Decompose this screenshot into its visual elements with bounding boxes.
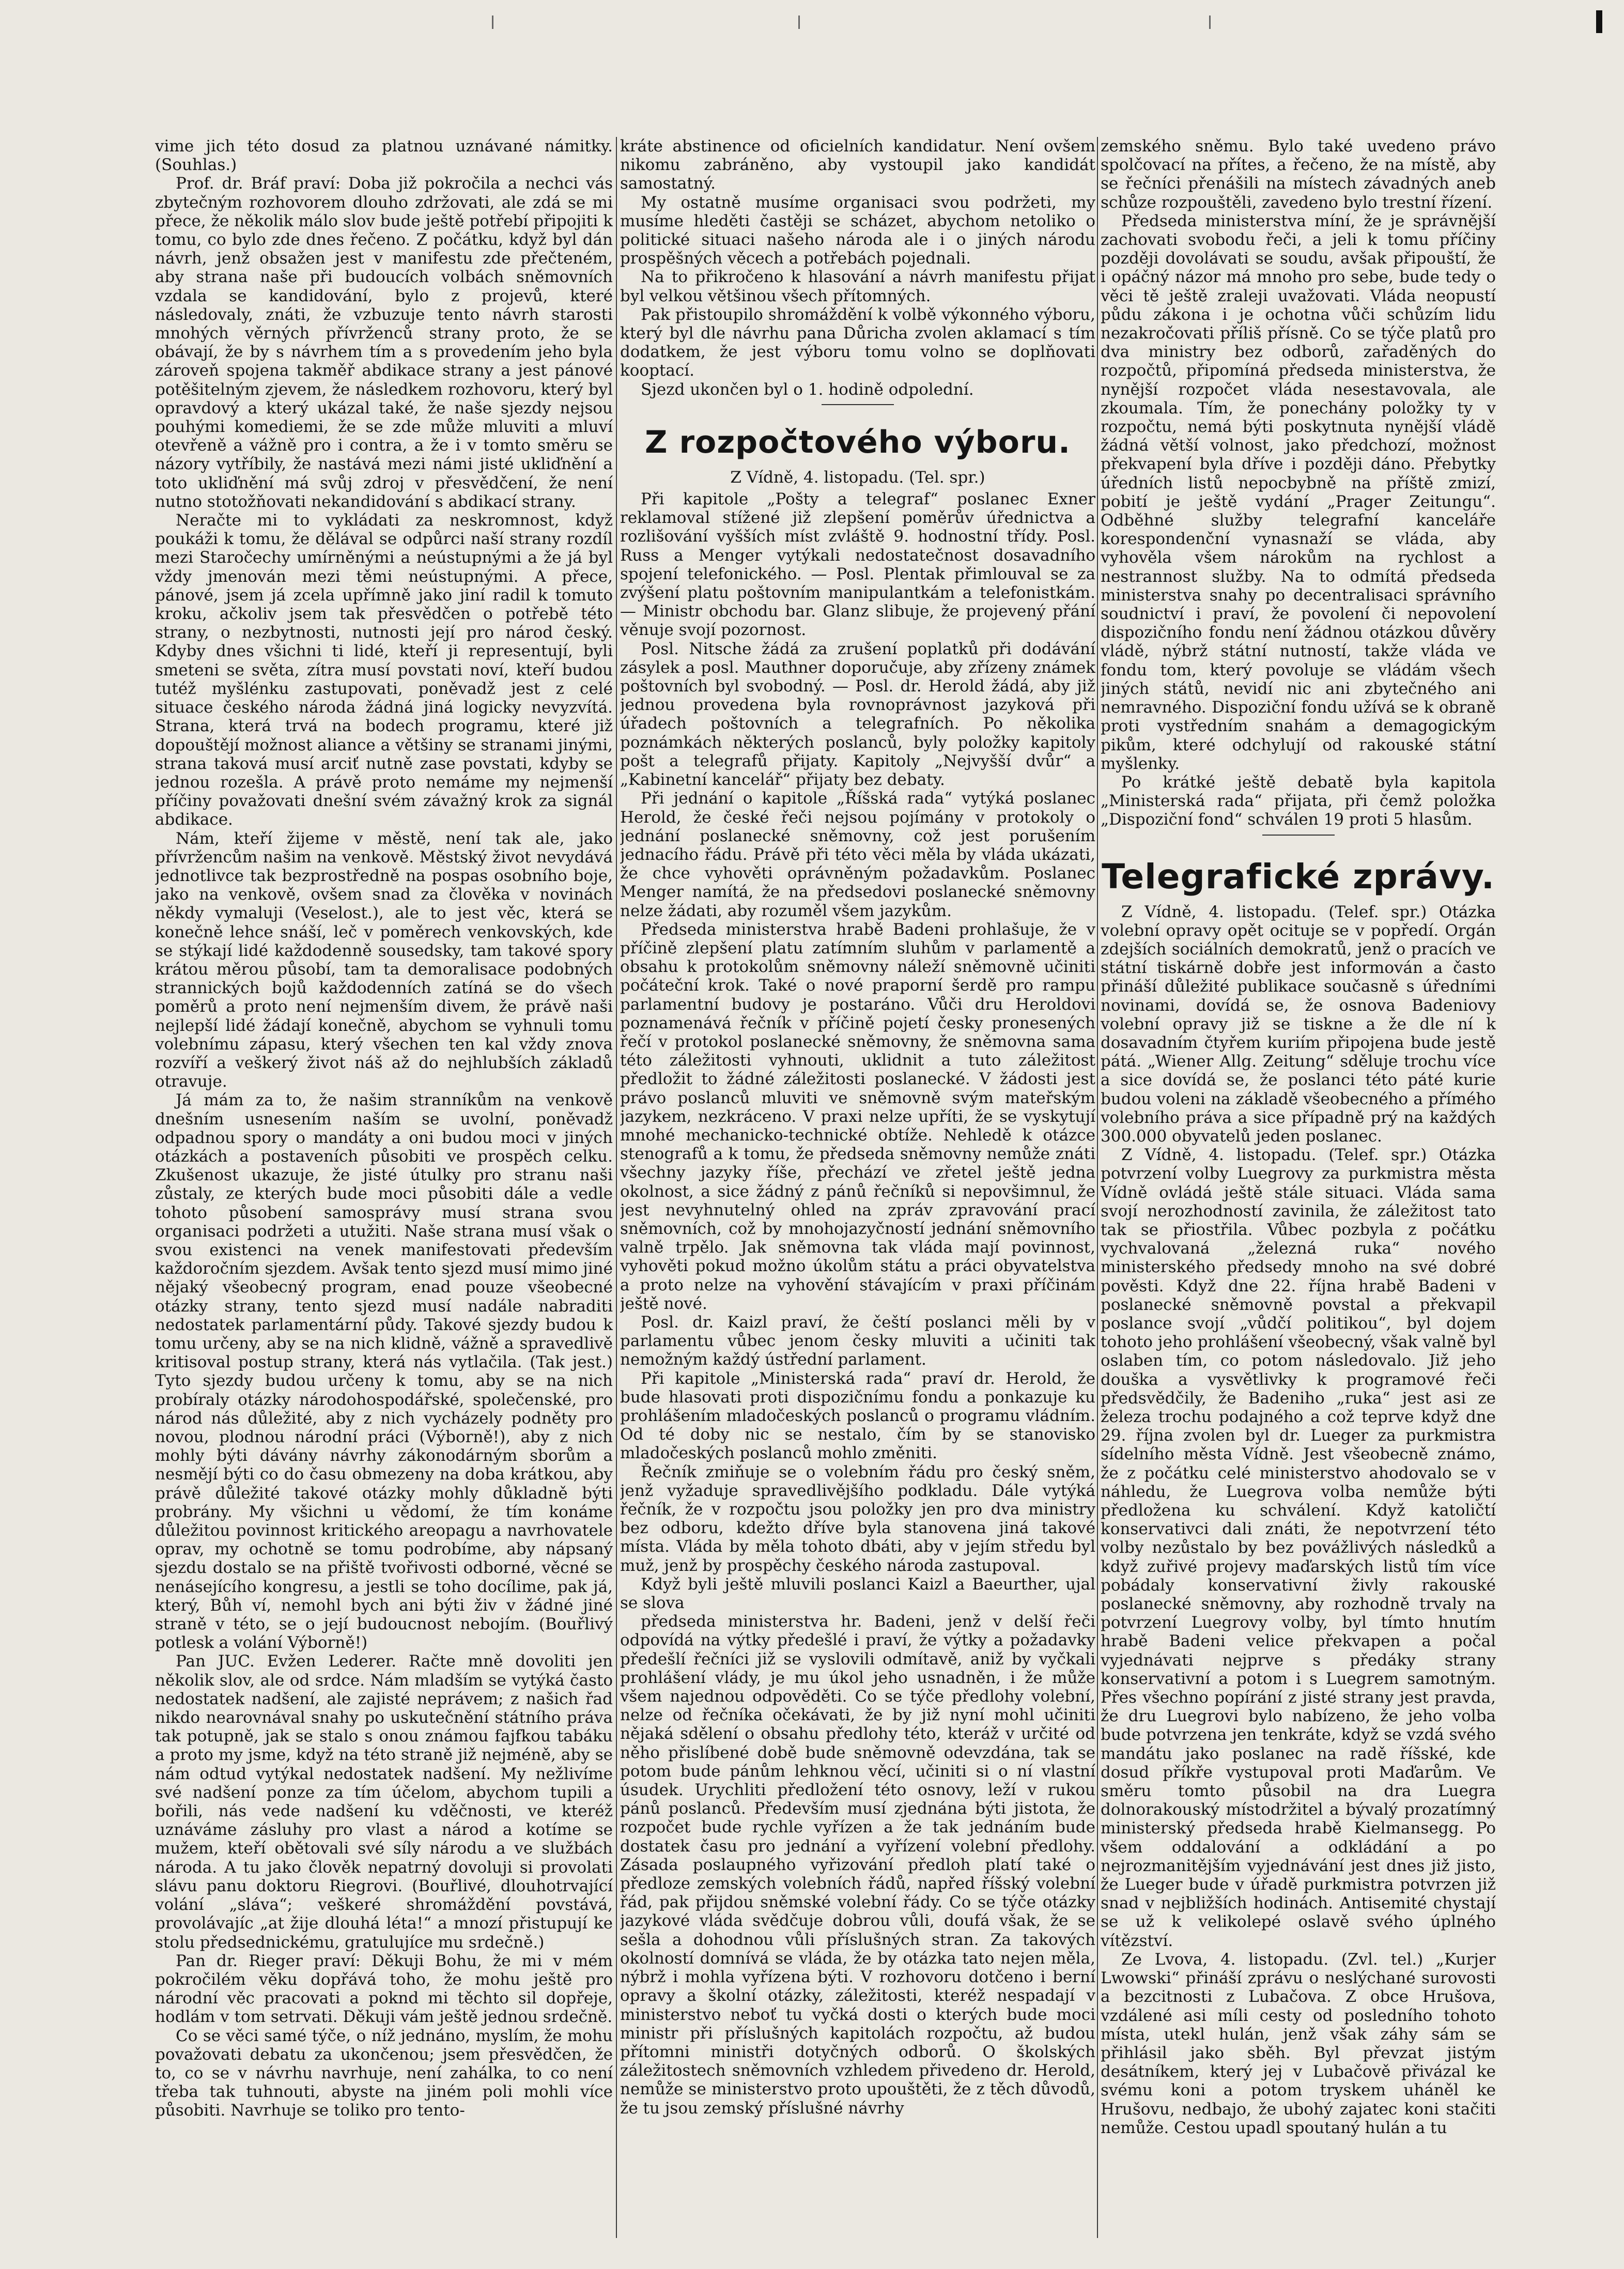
paragraph: Já mám za to, že našim stranníkům na venkově dnešním usnesením naším se uvolní, poněvadž odpadnou spory o mandáty a oni budou moci v jiných otázkách a postaveních působiti ve prospěch celku. Zkušenost ukazuje, že jisté útulky pro stranu naši zůstaly, ze kterých bude moci působiti dále a vedle tohoto působení samosprávy musí strana svou organisaci podržeti a utužiti. Naše strana musí však o svou existenci na venek manifestovati především každoročním sjezdem. Avšak tento sjezd musí mimo jiné nějaký všeobecný program, enad pouze všeobecné otázky strany, tento sjezd musí nadále nabraditi nedostatek parlamentární půdy. Takové sjezdy budou k tomu určeny, aby se na nich klidně, vážně a spravedlivě kritisoval postup strany, která nás vytlačila. (Tak jest.) Tyto sjezdy budou určeny k tomu, aby se na nich probíraly otázky národohospodářské, společenské, pro národ nás důležité, aby z nich vycházely podněty pro novou, plodnou národní práci (Výborně!), aby z nich mohly býti dávány návrhy zákonodárným sborům a nesmějí býti co do času obmezeny na doba krátkou, aby právě důležité takové otázky mohly důkladně býti probrány. My všichni u vědomí, že tím konáme důležitou povinnost kritického areopagu a navrhovatele oprav, my ochotně se tomu podrobíme, aby nápsaný sjezdu dostalo se na přiště tvořivosti odborné, věcné se nenásejícího kongresu, a jestli se toho docílime, pak já, který, Bůh ví, nemohl bych ani býti živ v žádné jiné straně v této, se o její budoucnost nebojím. (Bouřlivý potlesk a volání Výborně!) — [155, 1091, 613, 1653]
column-divider — [616, 137, 617, 2238]
paragraph: Z Vídně, 4. listopadu. (Telef. spr.) Otázka volební opravy opět ocituje se v popředí. Orgán zdejších sociálních demokratů, jenž o pracích ve státní tiskárně dobře jest informován a často přináší důležité publikace současně s úředními novinami, dovídá se, že osnova Badeniovy volební opravy již se tiskne a že dle ní k dosavadním čtyřem kuriím připojena bude jestě pátá. „Wiener Allg. Zeitung“ sděluje trochu více a sice dovídá se, že poslanci této páté kurie budou voleni na základě všeobecného a přímého volebního práva a sice případně prý na každých 300.000 obyvatelů jeden poslanec. — [1101, 902, 1496, 1146]
paragraph: Ze Lvova, 4. listopadu. (Zvl. tel.) „Kurjer Lwowski“ přináší zprávu o neslýchané surovosti a bezcitnosti z Lubačova. Z obce Hrušova, vzdálené asi míli cesty od posledního tohoto místa, utekl hulán, jenž však záhy sám se přihlásil jako sběh. Byl převzat jistým desátníkem, který jej v Lubačově přivázal ke svému koni a potom tryskem uháněl ke Hrušovu, nedbajo, že ubohý zajatec koni stačiti nemůže. Cestou upadl spoutaný hulán a tu — [1101, 1950, 1496, 2137]
paragraph: Z Vídně, 4. listopadu. (Telef. spr.) Otázka potvrzení volby Luegrovy za purkmistra města Vídně ovládá ještě stále situaci. Vláda sama svojí nerozhodností zavinila, že záležitost tato tak se přiostřila. Vůbec pozbyla z počátku vychvalovaná „železná ruka“ nového ministerského předsedy mnoho na své dobré pověsti. Když dne 22. října hrabě Badeni v poslanecké sněmovně povstal a překvapil poslance svojí „vůdčí politikou“, byl dojem tohoto jeho prohlášení všeobecný, však valně byl oslaben tím, co potom následovalo. Již jeho douška a vysvětlivky k programové řeči předsvědčily, že Badeniho „ruka“ jest asi ze železa trochu podajného a což teprve když dne 29. října zvolen byl dr. Lueger za purkmistra sídelního města Vídně. Jest všeobecně známo, že z počátku celé ministerstvo ahodovalo se v náhledu, že Luegrova volba nemůže býti předložena ku schválení. Když katoličtí konservativci dali znáti, že nepotvrzení této volby nezůstalo by bez povážlivých následků a když zuřivé projevy maďarských listů tím více pobádaly konservativní živly rakouské poslanecké sněmovny, aby rozhodně trvaly na potvrzení Luegrovy volby, byl tímto hnutím hrabě Badeni velice překvapen a počal vyjednávati nejprve s předáky strany konservativní a potom i s Luegrem samotným. Přes všechno popírání z jisté strany jest pravda, že dru Luegrovi bylo nabízeno, že jeho volba bude potvrzena jen tenkráte, když se vzdá svého mandátu jako poslanec na radě říšské, kde dosud příkře vystupoval proti Maďarům. Ve směru tomto působil na dra Luegra dolnorakouský místodržitel a bývalý prozatímný ministerský předseda hrabě Kielmansegg. Po všem oddalování a odkládání a po nejrozmanitějším vyjednávání jest dnes již jisto, že Lueger bude v úřadě purkmistra potvrzen již snad v nejbližších hodinách. Antisemité chystají se už k velikolepé oslavě svého úplného vítězství. — [1101, 1146, 1496, 1950]
paragraph: Sjezd ukončen byl o 1. hodině odpolední. — [641, 380, 974, 399]
column-divider — [1097, 137, 1098, 2238]
scan-mark — [1209, 16, 1211, 29]
paragraph: Pan dr. Rieger praví: Děkuji Bohu, že mi v mém pokročilém věku dopřává toho, že mohu ještě pro národní věc pracovati a poknd mi těchto sil dopřeje, hodlám v tom setrvati. Děkuji vám ještě jednou srdečně. — [155, 1951, 613, 2027]
column-1 — [155, 137, 613, 2233]
paragraph: vime jich této dosud za platnou uznávané námitky. (Souhlas.) — [155, 137, 613, 175]
paragraph: Pak přistoupilo shromáždění k volbě výkonného výboru, který byl dle návrhu pana Důricha zvolen aklamací s tím dodatkem, že jest výboru tomu volno se doplňovati kooptací. — [620, 305, 1095, 380]
section-headline: Telegrafické zprávy. — [1102, 856, 1495, 897]
paragraph: Řečník zmiňuje se o volebním řádu pro český sněm, jenž vyžaduje spravedlivějšího podkladu. Dále vytýká řečník, že v rozpočtu jsou položky jen pro dva ministry bez odboru, kdežto dříve byla stanovena jiná takové místa. Vláda by měla tohoto dbáti, aby v jejím středu byl muž, jenž by prospěchy českého národa zastupoval. — [620, 1462, 1095, 1575]
scan-mark — [492, 16, 493, 29]
paragraph: zemského sněmu. Bylo také uvedeno právo spolčovací na přítes, a řečeno, že na místě, aby se řečníci přenášili na místech závadných aneb schůze rozpouštěli, zavedeno bylo trestní řízení. — [1101, 137, 1496, 212]
article-dateline: Z Vídně, 4. listopadu. (Tel. spr.) — [730, 468, 985, 487]
paragraph: Při kapitole „Ministerská rada“ praví dr. Herold, že bude hlasovati proti dispozičnímu fondu a ponkazuje ku prohlášením mladočeských poslanců o programu vládním. Od té doby nic se nestalo, čím by se stanovisko mladočeských poslanců mohlo změniti. — [620, 1369, 1095, 1463]
paragraph: Co se věci samé týče, o níž jednáno, myslím, že mohu považovati debatu za ukončenou; jsem přesvědčen, že to, co se v návrhu navrhuje, není zahálka, to co není třeba tak tuhnouti, abyste na jiném poli mohli více působiti. Navrhuje se tolikо pro tento- — [155, 2026, 613, 2120]
paragraph: Po krátké ještě debatě byla kapitola „Ministerská rada“ přijata, při čemž položka „Dispoziční fond“ schválen 19 proti 5 hlasům. — [1101, 773, 1496, 829]
paragraph: Pan JUC. Evžen Lederer. Račte mně dovoliti jen několik slov, ale od srdce. Nám mladším se vytýká často nedostatek nadšení, ale zajisté neprávem; z našich řad nikdo nearovnával snahy po uskutečnění státního práva tak potupně, jak se stalo s onou známou fajfkou tabáku a proto my jsme, když na této straně již nejméně, aby se nám odtud vytýkal nedostatek nadšení. My nežlivíme své nadšení ponze za tím účelom, abychom tupili a bořili, nás vede nadšení ku vděčnosti, ve kteréž uznáváme zásluhy pro vlast a národ a kotíme se mužem, kteří obětovali své síly národu a ve službách národa. A tu jako člověk nepatrný dovoluji si provolati slávu panu doktoru Riegrovi. (Bouřlivé, dlouhotrvající volání „sláva“; veškeré shromáždění povstává, provolávajíc „at žije dlouhá léta!“ a mnozí přistupují ke stolu předsednickému, gratulujíce mu srdečně.) — [155, 1652, 613, 1952]
paragraph: Posl. dr. Kaizl praví, že čeští poslanci měli by v parlamentu vůbec jenom česky mluviti a učiniti tak nemožným každý ústřední parlament. — [620, 1313, 1095, 1369]
section-separator — [822, 404, 894, 405]
paragraph: Posl. Nitsche žádá za zrušení poplatků při dodávání zásylek a posl. Mauthner doporučuje, aby zřízeny známek poštovních byl svobodný. — Posl. dr. Herold žádá, aby již jednou provedena byla rovnoprávnost jazyková při úřadech poštovních a telegrafních. Po několika poznámkách některých poslanců, byly položky kapitoly pošt a telegrafů přijaty. Kapitoly „Nejvyšší dvůr“ a „Kabinetní kancelář“ přijaty bez debaty. — [620, 639, 1095, 790]
article-headline: Z rozpočtového výboru. — [645, 424, 1071, 460]
paragraph: kráte abstinence od oficielních kandidatur. Není ovšem nikomu zabráněno, aby vystoupil jako kandidát samostatný. — [620, 137, 1095, 193]
paragraph: Prof. dr. Bráf praví: Doba již pokročila a nechci vás zbytečným rozhovorem dlouho zdržovati, ale zdá se mi přece, že několik málo slov bude ještě potřebí připojiti k tomu, co bylo zde dnes řečeno. Z počátku, když byl dán návrh, jenž obsažen jest v manifestu zde přečteném, aby strana naše při budoucích volbách sněmovních vzdala se kandidování, bylo z projevů, které následovaly, znáti, že vzbuzuje tento návrh starosti mnohých věrných přívrženců strany proto, že se obávají, že by s návrhem tím a s provedením jeho byla zároveň spojena takměř abdikace strany a jest pánové potěšitelným zjevem, že následkem rozhovoru, který byl opravdový a který ukázal také, že naše sjezdy nejsou pouhými komediemi, že se zde může mluviti a mluví otevřeně a vážně pro i contra, a že i v tomto směru se názory vytříbily, že nastává mezi námi jisté ukliďnění a toto ukliďnění má svůj zdroj v přesvědčení, že není nutno stotožňovati nekandidování s abdikací strany. — [155, 174, 613, 511]
paragraph: Při kapitole „Pošty a telegraf“ poslanec Exner reklamoval stížené již zlepšení poměrův úřednictva a rozlišování vyšších míst zvláště 9. hodnostní třídy. Posl. Russ a Menger vytýkali nedostatečnost dosavadního spojení telefonického. — Posl. Plentak přimlouval se za zvýšení platu poštovním manipulantkám a telefonistkám. — Ministr obchodu bar. Glanz slibuje, že projevený přání věnuje svojí pozornost. — [620, 490, 1095, 640]
section-separator — [1262, 835, 1335, 836]
paragraph: Předseda ministerstva míní, že je správnější zachovati svobodu řeči, a jeli k tomu příčiny později dovolávati se soudu, avšak připouští, že i opáčný názor má mnoho pro sebe, bude tedy o věci tě ještě zraleji uvažovati. Vláda neopustí půdu zákona i je ochotna vůči schůzím lidu nezakročovati příliš přísně. Co se týče platů pro dva ministry bez odborů, zařaděných do rozpočtů, připomíná předseda ministerstva, že nynější rozpočet vláda nesestavovala, ale zkoumala. Tím, že ponechány položky ty v rozpočtu, nemá býti poskytnuta nynější vládě žádná větší volnost, jako předchozí, možnost překvapení byla dříve i později dáno. Přebytky úředních listů nepocbybně na příště zmizí, pobití je ještě vydání „Prager Zeitungu“. Odběhné služby telegrafní kanceláře korespondenční vynasnaží se vláda, aby vyhověla všem nárokům na rychlost a nestrannost služby. Na to odmítá předseda ministerstva snahy po decentralisaci správního soudnictví i praví, že povolení či nepovolení dispozičního fondu není žádnou otázkou důvěry vládě, nýbrž státní nutností, takže vláda ve fondu tom, který povoluje se vládám všech jiných států, nevidí nic ani zbytečného ani nemravného. Dispoziční fondu užívá se k obraně proti vystředním snahám a demagogickým pikům, které odchylují od rakouské státní myšlenky. — [1101, 211, 1496, 773]
paragraph: Neračte mi to vykládati za neskromnost, když poukáži k tomu, že dělával se odpůrci naší strany rozdíl mezi Staročechy umírněnými a neústupnými a že já byl vždy jmenován mezi těmi neústupnými. A přece, pánové, jsem já zcela upřímně jako jiní radil k tomuto kroku, ačkoliv jsem tak přesvědčen o potřebě této strany, o nezbytnosti, nutnosti její pro národ český. Kdyby dnes všichni ti lidé, kteří ji representují, byli smeteni se světa, zítra musí povstati noví, kteří budou tutéž myšlénku zastupovati, poněvadž jest z celé situace českého národa žádná jiná logicky nevyzvítá. Strana, která trvá na bodech programu, které již dopouštějí možnost aliance a většiny se stranami jinými, strana taková musí arciť nutně zase povstati, kdyby se jednou rozešla. A právě proto nemáme my nejmenší příčiny považovati dnešní svém závažný krok za signál abdikace. — [155, 511, 613, 829]
paragraph: Předseda ministerstva hrabě Badeni prohlašuje, že v příčině zlepšení platu zatímním sluhům v parlamentě a obsahu k protokolům sněmovny náleží sněmovně učiniti počáteční krok. Také o nové praporní šerdě pro rampu parlamentní budovy je postaráno. Vůči dru Heroldovi poznamenává řečník v příčině pojetí česky pronesených řečí v protokol poslanecké sněmovny, že sněmovna sama této záležitosti vyhnouti, uklidnit a tuto záležitost předložit to žádné záležitosti poslanecké. V žádosti jest právo poslanců mluviti ve sněmovně svým mateřským jazykem, nezkráceno. V praxi nelze upříti, že se vyskytují mnohé mechanicko-technické obtíže. Nehledě k otázce stenografů a k tomu, že předseda sněmovny nemůže znáti všechny jazyky říše, přechází ve zřetel ještě jedna okolnost, a sice žádný z pánů řečníků si nepovšimnul, že jest nevyhnutelný ohled na zpráv zpravování prací sněmovních, což by mnohojazyčností jednání sněmovního valně trpělo. Jak sněmovna tak vláda mají povinnost, vyhověti pokud možno úkolům státu a práci obyvatelstva a proto nelze na vyhovění stávajícím v praxi příčinám ještě nové. — [620, 920, 1095, 1313]
paragraph: předseda ministerstva hr. Badeni, jenž v delší řeči odpovídá na výtky předešlé i praví, že výtky a požadavky předešlí řečníci již se vyslovili odmítavě, aniž by vyčkali prohlášení vlády, je mu úkol jeho usnadněn, i že může všem najednou odpověděti. Co se týče předlohy volební, nelze od řečníka očekávati, že by již nyní mohl učiniti nějaká sdělení o obsahu předlohy této, kteráž v určité od něho přislíbené době bude sněmovně odevzdána, tak se potom bude pánům lehknou věcí, učiniti si o ní vlastní úsudek. Urychliti předložení této osnovy, leží v rukou pánů poslanců. Především musí zjednána býti jistota, že rozpočet bude rychle vyřízen a že tak jednáním bude dostatek času pro jednání a vyřízení volební předlohy. Zásada poslaupného vyřizování předloh platí také o předloze zemských volebních řádů, napřed říšský volební řád, pak přijdou sněmské volební řády. Co se týče otázky jazykové vláda svědčuje dobrou vůli, doufá však, že se sešla a dohodnou vůli příslušných stran. Za takových okolností domnívá se vláda, že by otázka tato nejen měla, nýbrž i mohla vyřízena býti. V rozhovoru dotčeno i berní opravy a školní otázky, záležitosti, kteréž nespadají v ministerstvo neboť tu vyčká dosti o kterých bude moci ministr při příslušných kapitolách rozpočtu, až budou přítomni ministři dotyčných odborů. O školských záležitostech sněmovních vzhledem přivedeno dr. Herold, nemůže se ministerstvo proto upouštěti, že z těch důvodů, že tu jsou zemský příslušné návrhy — [620, 1612, 1095, 2118]
paragraph: My ostatně musíme organisaci svou podržeti, my musíme hleděti častěji se scházet, abychom netoliko o politické situaci našeho národa ale i o jiných národu prospěšných věcech a potřebách pojednali. — [620, 193, 1095, 268]
column-2 — [620, 137, 1095, 2233]
paragraph: Když byli ještě mluvili poslanci Kaizl a Baeurther, ujal se slova — [620, 1575, 1095, 1613]
scan-edge-mark — [1596, 10, 1602, 33]
paragraph: Na to přikročeno k hlasování a návrh manifestu přijat byl velkou většinou všech přítomných. — [620, 268, 1095, 305]
paragraph: Při jednání o kapitole „Říšská rada“ vytýká poslanec Herold, že české řeči nejsou pojímány v protokoly o jednání poslanecké sněmovny, což jest porušením jednacího řádu. Právě při této věci měla by vláda ukázati, že chce vyhověti oprávněným požadavkům. Poslanec Menger namítá, že na předsedovi poslanecké sněmovny nelze žádati, aby rozuměl všem jazykům. — [620, 789, 1095, 920]
scan-mark — [798, 16, 800, 29]
column-3 — [1101, 137, 1496, 2233]
paragraph: Nám, kteří žijeme v městě, není tak ale, jako přívržencům našim na venkově. Městský život nevydává jednotlivce tak bezprostředně na pospas osobního boje, jako na venkově, ovšem snad za člověka v novinách někdy vymaluji (Veselost.), ale to jest věc, která se konečně lehce snáší, leč v poměrech venkovských, kde se stýkají lidé každodenně sousedsky, tam takové spory krátou měrou působí, tam ta demoralisace podobných strannických bojů každodenních zatíná se do všech poměrů a proto není nejmenším divem, že právě naši nejlepší lidé žádají konečně, abychom se vyhnuli tomu volebnímu zápasu, který všechen ten kal vždy znova rozvíří a veškerý život náš až do nejhlubších základů otravuje. — [155, 829, 613, 1091]
